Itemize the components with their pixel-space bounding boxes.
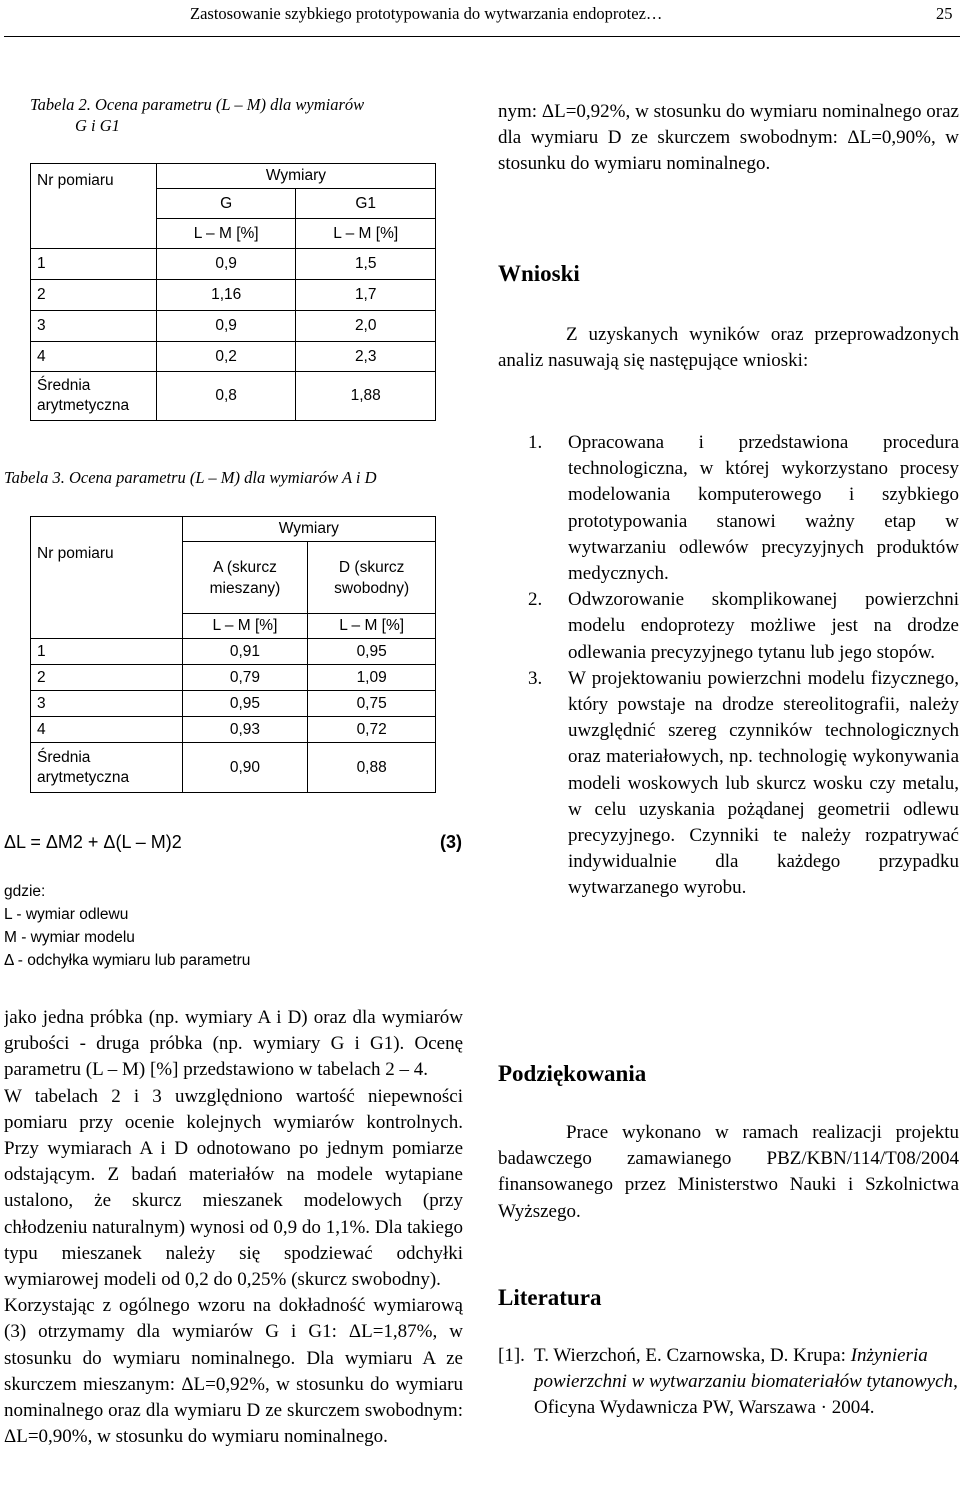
page-number: 25 — [936, 4, 953, 23]
paragraph: Korzystając z ogólnego wzoru na dokładność wymiarową (3) otrzymamy dla wymiarów G i G1: ΔL=1,87%, w stosunku do wymiaru nominalnego. Dla wymiaru A ze skurczem mieszanym: ΔL=0,92%, w stosunku do wymiaru nominalnego oraz dla wymiaru D ze skurczem swobodnym: ΔL=0,90%, w stosunku do wymiaru nominalnego. — [4, 1295, 463, 1448]
table2-caption — [30, 94, 364, 136]
table2-row2-g: 1,16 — [156, 280, 296, 311]
table-row — [31, 372, 436, 421]
table3-row2-nr: 2 — [31, 665, 183, 691]
table3-row1-a: 0,91 — [182, 639, 308, 665]
paragraph: Z uzyskanych wyników oraz przeprowadzonych analiz nasuwają się następujące wnioski: — [498, 324, 959, 372]
section-heading-podziekowania: Podziękowania — [498, 1061, 647, 1086]
table3-row4-nr: 4 — [31, 717, 183, 743]
list-item — [528, 666, 959, 902]
table-row — [31, 342, 436, 372]
table-row — [31, 743, 436, 793]
reference-1 — [498, 1343, 959, 1422]
table2-caption-text-2: G i G1 — [75, 116, 120, 135]
table3-caption-text: Ocena parametru (L – M) dla wymiarów A i D — [64, 468, 377, 487]
table3-row2-a: 0,79 — [182, 665, 308, 691]
running-header: Zastosowanie szybkiego prototypowania do wytwarzania endoprotez… — [190, 4, 663, 23]
list-item-text: Opracowana i przedstawiona procedura technologiczna, w której wykorzystano procesy modelowania komputerowego i szybkiego prototypowania stanowi ważny etap w wytwarzaniu odlewów precyzyjnych produktów medycznych. — [568, 432, 959, 585]
table2-row4-nr: 4 — [31, 342, 157, 372]
table3-row4-a: 0,93 — [182, 717, 308, 743]
table3-row3-d: 0,75 — [308, 691, 436, 717]
definition-item: M - wymiar modelu — [4, 929, 135, 946]
table2-avg-g: 0,8 — [156, 372, 296, 421]
table3-unit-a: L – M [%] — [182, 614, 308, 639]
table3-caption-label: Tabela 3. — [4, 468, 65, 487]
table2-header-group: Wymiary — [156, 164, 435, 189]
reference-title: Inżynieria powierzchni w wytwarzaniu biomateriałów tytanowych — [534, 1345, 954, 1393]
right-column-continuation — [498, 99, 959, 178]
table2-header-g: G — [156, 189, 296, 219]
table2-row3-g: 0,9 — [156, 311, 296, 342]
table2-row4-g1: 2,3 — [296, 342, 436, 372]
table3-header-nr: Nr pomiaru — [31, 517, 183, 639]
table-row — [31, 280, 436, 311]
table2-caption-label: Tabela 2. — [30, 95, 91, 114]
section-heading-literatura: Literatura — [498, 1285, 602, 1310]
table2-row1-g: 0,9 — [156, 249, 296, 280]
table3 — [30, 516, 436, 793]
list-item — [528, 430, 959, 587]
table3-header-a: A (skurcz mieszany) — [182, 542, 308, 614]
table2-row4-g: 0,2 — [156, 342, 296, 372]
formula-number: (3) — [440, 832, 462, 852]
table3-row1-d: 0,95 — [308, 639, 436, 665]
table2-row2-nr: 2 — [31, 280, 157, 311]
reference-publisher: , Oficyna Wydawnicza PW, Warszawa · 2004. — [534, 1371, 958, 1419]
table3-caption — [4, 467, 377, 488]
header-rule — [4, 36, 960, 37]
table2-row3-g1: 2,0 — [296, 311, 436, 342]
formula-text: ΔL = ΔM2 + Δ(L – M)2 — [4, 832, 182, 852]
list-item-number: 2. — [528, 589, 543, 611]
wnioski-list — [528, 430, 959, 902]
table3-row4-d: 0,72 — [308, 717, 436, 743]
table2-row3-nr: 3 — [31, 311, 157, 342]
table3-header-group: Wymiary — [182, 517, 435, 542]
table2-unit-g: L – M [%] — [156, 219, 296, 249]
formula-3 — [4, 832, 462, 853]
wnioski-intro — [498, 322, 959, 374]
table-row — [31, 691, 436, 717]
table2-row2-g1: 1,7 — [296, 280, 436, 311]
list-item-text: Odwzorowanie skomplikowanej powierzchni modelu endoprotezy możliwe jest na drodze odlewania precyzyjnego tytanu lub jego stopów. — [568, 589, 959, 663]
formula-definitions — [4, 880, 250, 972]
reference-number: [1]. — [498, 1345, 525, 1366]
list-item-number: 3. — [528, 667, 543, 689]
paragraph: nym: ΔL=0,92%, w stosunku do wymiaru nominalnego oraz dla wymiaru D ze skurczem swobodnym: ΔL=0,90%, w stosunku do wymiaru nominalnego. — [498, 101, 959, 175]
paragraph: jako jedna próbka (np. wymiary A i D) oraz dla wymiarów grubości - druga próbka (np. wymiary G i G1). Ocenę parametru (L – M) [%] przedstawiono w tabelach 2 – 4. — [4, 1007, 463, 1081]
table2-header-g1: G1 — [296, 189, 436, 219]
table-row — [31, 639, 436, 665]
table3-avg-a: 0,90 — [182, 743, 308, 793]
list-item-number: 1. — [528, 432, 543, 453]
table2-avg-label: Średnia arytmetyczna — [31, 372, 157, 421]
table3-row1-nr: 1 — [31, 639, 183, 665]
table3-unit-d: L – M [%] — [308, 614, 436, 639]
table3-avg-label: Średnia arytmetyczna — [31, 743, 183, 793]
table3-avg-d: 0,88 — [308, 743, 436, 793]
table2-unit-g1: L – M [%] — [296, 219, 436, 249]
table3-header-d: D (skurcz swobodny) — [308, 542, 436, 614]
list-item-text: W projektowaniu powierzchni modelu fizycznego, który powstaje na drodze stereolitografii, należy uwzględnić szereg czynników technologicznych oraz materiałowych, np. technologię wykonywania modeli woskowych lub skurcz wosku czy metalu, w celu uzyskania pożądanej geometrii odlewu precyzyjnego. Czynniki te należy rozpatrywać indywidualnie dla każdego przypadku wytwarzanego wyrobu. — [568, 667, 959, 899]
table-row — [31, 665, 436, 691]
table2-row1-g1: 1,5 — [296, 249, 436, 280]
paragraph: Prace wykonano w ramach realizacji projektu badawczego zamawianego PBZ/KBN/114/T08/2004 finansowanego przez Ministerstwo Nauki i Szkolnictwa Wyższego. — [498, 1122, 959, 1222]
reference-authors: T. Wierzchoń, E. Czarnowska, D. Krupa: — [534, 1345, 851, 1366]
table3-row3-nr: 3 — [31, 691, 183, 717]
table3-row2-d: 1,09 — [308, 665, 436, 691]
list-item — [528, 587, 959, 666]
section-heading-wnioski: Wnioski — [498, 261, 580, 286]
table-row — [31, 311, 436, 342]
table2-row1-nr: 1 — [31, 249, 157, 280]
table2-header-nr: Nr pomiaru — [31, 164, 157, 249]
table3-row3-a: 0,95 — [182, 691, 308, 717]
definition-item: Δ - odchyłka wymiaru lub parametru — [4, 952, 251, 969]
paragraph: W tabelach 2 i 3 uwzględniono wartość niepewności pomiaru przy ocenie kolejnych wymiarów kontrolnych. Przy wymiarach A i D odnotowano po jednym pomiarze odstającym. Z badań materiałów na modele wytapiane ustalono, że skurcz mieszanek modelowych (przy chłodzeniu naturalnym) wynosi od 0,9 do 1,1%. Dla takiego typu mieszanek należy się spodziewać odchyłki wymiarowej modeli od 0,2 do 0,25% (skurcz swobodny). — [4, 1085, 463, 1291]
table2-caption-text: Ocena parametru (L – M) dla wymiarów — [90, 95, 365, 114]
definitions-intro: gdzie: — [4, 883, 46, 900]
podziekowania-text — [498, 1120, 959, 1225]
table2 — [30, 163, 436, 421]
left-column-text — [4, 1005, 463, 1497]
table2-avg-g1: 1,88 — [296, 372, 436, 421]
table-row — [31, 249, 436, 280]
definition-item: L - wymiar odlewu — [4, 906, 129, 923]
table-row — [31, 717, 436, 743]
